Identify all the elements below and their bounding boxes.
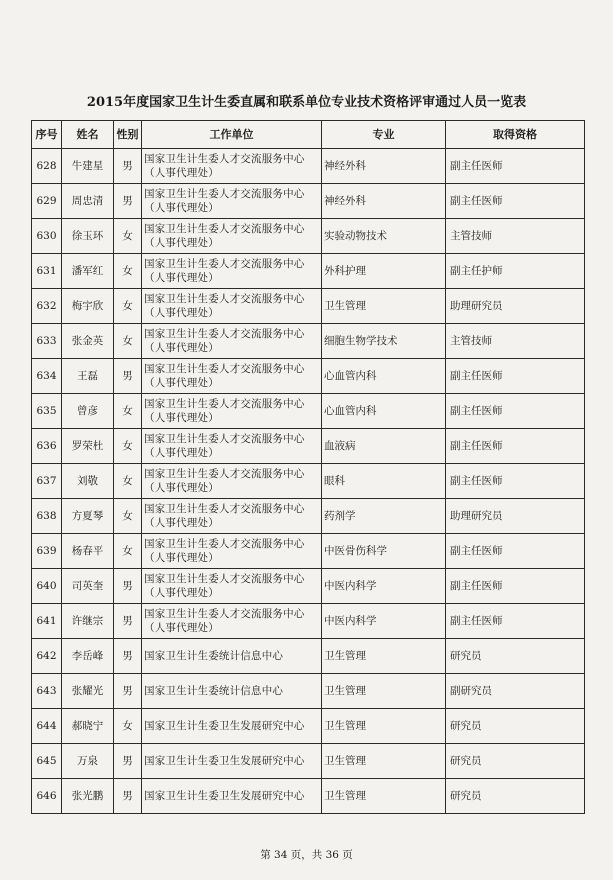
cell-unit: 国家卫生计生委人才交流服务中心（人事代理处）	[142, 534, 322, 569]
cell-sex: 男	[114, 779, 142, 814]
table-row	[32, 429, 585, 464]
cell-qualification: 助理研究员	[446, 289, 585, 324]
cell-sex: 女	[114, 429, 142, 464]
cell-sex: 女	[114, 254, 142, 289]
table-row	[32, 359, 585, 394]
cell-name: 李岳峰	[62, 639, 114, 674]
header-name: 姓名	[62, 121, 114, 149]
results-table	[31, 120, 585, 814]
table-header-row	[32, 121, 585, 149]
cell-qualification: 主管技师	[446, 219, 585, 254]
cell-unit: 国家卫生计生委人才交流服务中心（人事代理处）	[142, 359, 322, 394]
cell-sex: 男	[114, 674, 142, 709]
table-row	[32, 709, 585, 744]
cell-sex: 女	[114, 289, 142, 324]
cell-qualification: 副主任医师	[446, 464, 585, 499]
table-row	[32, 149, 585, 184]
cell-seq: 632	[32, 289, 62, 324]
cell-seq: 637	[32, 464, 62, 499]
cell-unit: 国家卫生计生委人才交流服务中心（人事代理处）	[142, 149, 322, 184]
cell-seq: 630	[32, 219, 62, 254]
cell-major: 细胞生物学技术	[322, 324, 446, 359]
cell-qualification: 副研究员	[446, 674, 585, 709]
cell-name: 潘军红	[62, 254, 114, 289]
cell-unit: 国家卫生计生委统计信息中心	[142, 639, 322, 674]
cell-seq: 635	[32, 394, 62, 429]
cell-unit: 国家卫生计生委人才交流服务中心（人事代理处）	[142, 289, 322, 324]
table-row	[32, 744, 585, 779]
table-row	[32, 499, 585, 534]
cell-name: 万泉	[62, 744, 114, 779]
cell-unit: 国家卫生计生委人才交流服务中心（人事代理处）	[142, 569, 322, 604]
cell-name: 张耀光	[62, 674, 114, 709]
cell-major: 卫生管理	[322, 709, 446, 744]
cell-seq: 641	[32, 604, 62, 639]
table-row	[32, 184, 585, 219]
cell-sex: 男	[114, 149, 142, 184]
cell-qualification: 研究员	[446, 709, 585, 744]
table-row	[32, 254, 585, 289]
cell-major: 心血管内科	[322, 359, 446, 394]
cell-sex: 男	[114, 604, 142, 639]
cell-name: 杨春平	[62, 534, 114, 569]
cell-qualification: 副主任医师	[446, 429, 585, 464]
cell-major: 外科护理	[322, 254, 446, 289]
cell-major: 卫生管理	[322, 744, 446, 779]
cell-seq: 633	[32, 324, 62, 359]
cell-unit: 国家卫生计生委人才交流服务中心（人事代理处）	[142, 464, 322, 499]
table-row	[32, 464, 585, 499]
cell-unit: 国家卫生计生委人才交流服务中心（人事代理处）	[142, 184, 322, 219]
page-number: 第 34 页，共 36 页	[260, 849, 353, 861]
cell-qualification: 副主任医师	[446, 569, 585, 604]
cell-sex: 女	[114, 464, 142, 499]
cell-qualification: 助理研究员	[446, 499, 585, 534]
cell-seq: 646	[32, 779, 62, 814]
cell-seq: 642	[32, 639, 62, 674]
cell-major: 中医内科学	[322, 569, 446, 604]
table-row	[32, 324, 585, 359]
cell-seq: 628	[32, 149, 62, 184]
cell-seq: 634	[32, 359, 62, 394]
table-row	[32, 394, 585, 429]
cell-name: 郝晓宁	[62, 709, 114, 744]
header-sex: 性别	[114, 121, 142, 149]
cell-unit: 国家卫生计生委人才交流服务中心（人事代理处）	[142, 604, 322, 639]
table-row	[32, 534, 585, 569]
cell-name: 张金英	[62, 324, 114, 359]
cell-name: 梅宇欣	[62, 289, 114, 324]
cell-qualification: 副主任医师	[446, 394, 585, 429]
cell-seq: 643	[32, 674, 62, 709]
cell-sex: 女	[114, 324, 142, 359]
cell-name: 徐玉环	[62, 219, 114, 254]
table-row	[32, 569, 585, 604]
cell-name: 司英奎	[62, 569, 114, 604]
cell-seq: 638	[32, 499, 62, 534]
cell-seq: 639	[32, 534, 62, 569]
cell-qualification: 副主任医师	[446, 184, 585, 219]
cell-name: 许继宗	[62, 604, 114, 639]
table-row	[32, 219, 585, 254]
cell-name: 张光鹏	[62, 779, 114, 814]
cell-qualification: 副主任医师	[446, 359, 585, 394]
cell-unit: 国家卫生计生委人才交流服务中心（人事代理处）	[142, 254, 322, 289]
cell-unit: 国家卫生计生委卫生发展研究中心	[142, 779, 322, 814]
cell-major: 卫生管理	[322, 289, 446, 324]
cell-major: 心血管内科	[322, 394, 446, 429]
cell-qualification: 副主任护师	[446, 254, 585, 289]
cell-major: 卫生管理	[322, 779, 446, 814]
header-unit: 工作单位	[142, 121, 322, 149]
cell-qualification: 研究员	[446, 779, 585, 814]
table-row	[32, 639, 585, 674]
cell-qualification: 副主任医师	[446, 604, 585, 639]
cell-major: 实验动物技术	[322, 219, 446, 254]
cell-unit: 国家卫生计生委人才交流服务中心（人事代理处）	[142, 499, 322, 534]
cell-sex: 男	[114, 359, 142, 394]
table-row	[32, 604, 585, 639]
cell-unit: 国家卫生计生委卫生发展研究中心	[142, 744, 322, 779]
cell-seq: 631	[32, 254, 62, 289]
cell-seq: 629	[32, 184, 62, 219]
cell-qualification: 研究员	[446, 744, 585, 779]
cell-seq: 636	[32, 429, 62, 464]
cell-qualification: 主管技师	[446, 324, 585, 359]
cell-qualification: 副主任医师	[446, 534, 585, 569]
cell-name: 王磊	[62, 359, 114, 394]
cell-sex: 女	[114, 499, 142, 534]
cell-qualification: 副主任医师	[446, 149, 585, 184]
cell-sex: 女	[114, 394, 142, 429]
table-row	[32, 289, 585, 324]
cell-name: 牛建星	[62, 149, 114, 184]
cell-sex: 男	[114, 639, 142, 674]
cell-name: 方夏琴	[62, 499, 114, 534]
cell-sex: 男	[114, 569, 142, 604]
document-title: 2015年度国家卫生计生委直属和联系单位专业技术资格评审通过人员一览表	[86, 95, 527, 110]
cell-major: 卫生管理	[322, 674, 446, 709]
cell-major: 神经外科	[322, 149, 446, 184]
cell-qualification: 研究员	[446, 639, 585, 674]
cell-major: 中医内科学	[322, 604, 446, 639]
cell-unit: 国家卫生计生委人才交流服务中心（人事代理处）	[142, 429, 322, 464]
table-row	[32, 779, 585, 814]
cell-sex: 女	[114, 709, 142, 744]
cell-major: 中医骨伤科学	[322, 534, 446, 569]
header-qualification: 取得资格	[446, 121, 585, 149]
cell-major: 卫生管理	[322, 639, 446, 674]
cell-major: 药剂学	[322, 499, 446, 534]
cell-unit: 国家卫生计生委卫生发展研究中心	[142, 709, 322, 744]
cell-name: 周忠清	[62, 184, 114, 219]
cell-major: 神经外科	[322, 184, 446, 219]
cell-sex: 男	[114, 744, 142, 779]
header-major: 专业	[322, 121, 446, 149]
cell-name: 曾彦	[62, 394, 114, 429]
header-seq: 序号	[32, 121, 62, 149]
cell-sex: 女	[114, 219, 142, 254]
cell-sex: 男	[114, 184, 142, 219]
cell-unit: 国家卫生计生委统计信息中心	[142, 674, 322, 709]
cell-seq: 644	[32, 709, 62, 744]
cell-sex: 女	[114, 534, 142, 569]
cell-major: 眼科	[322, 464, 446, 499]
table-row	[32, 674, 585, 709]
cell-name: 罗荣杜	[62, 429, 114, 464]
cell-name: 刘敬	[62, 464, 114, 499]
cell-seq: 645	[32, 744, 62, 779]
cell-major: 血液病	[322, 429, 446, 464]
cell-unit: 国家卫生计生委人才交流服务中心（人事代理处）	[142, 324, 322, 359]
cell-unit: 国家卫生计生委人才交流服务中心（人事代理处）	[142, 394, 322, 429]
cell-seq: 640	[32, 569, 62, 604]
cell-unit: 国家卫生计生委人才交流服务中心（人事代理处）	[142, 219, 322, 254]
